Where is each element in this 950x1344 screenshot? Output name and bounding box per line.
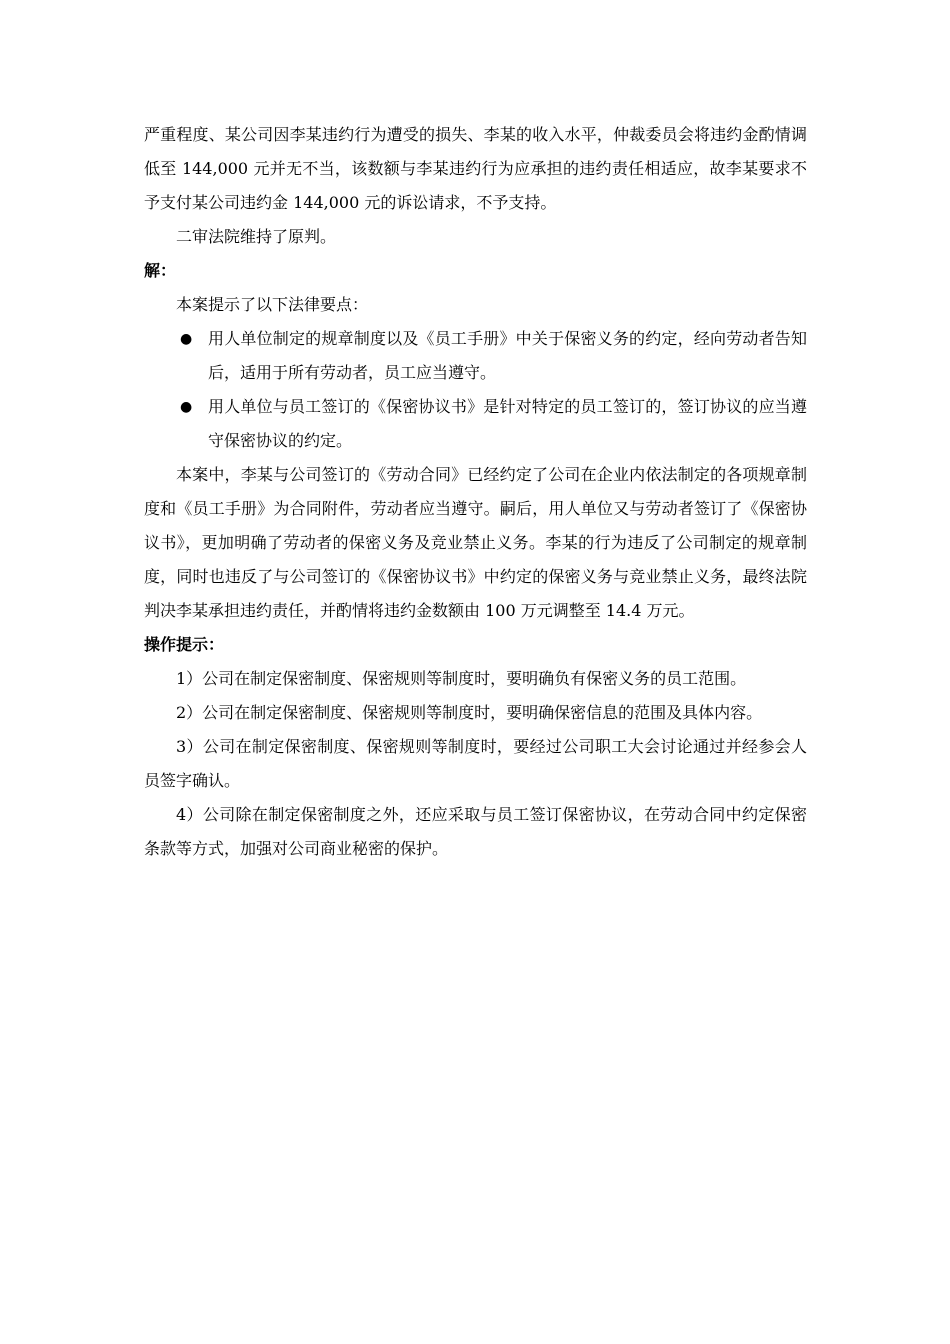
case-summary-paragraph: 本案中，李某与公司签订的《劳动合同》已经约定了公司在企业内依法制定的各项规章制度和《员工手册》为合同附件，劳动者应当遵守。嗣后，用人单位又与劳动者签订了《保密协议书》，更加明确了劳动者的保密义务及竞业禁止义务。李某的行为违反了公司制定的规章制度，同时也违反了与公司签订的《保密协议书》中约定的保密义务与竞业禁止义务，最终法院判决李某承担违约责任，并酌情将违约金数额由 100 万元调整至 14.4 万元。: [144, 465, 807, 620]
tip-item: 2）公司在制定保密制度、保密规则等制度时，要明确保密信息的范围及具体内容。: [176, 703, 763, 722]
second-instance-paragraph: 二审法院维持了原判。: [176, 227, 337, 246]
bullet-icon: ●: [180, 399, 193, 415]
legal-point-text: 用人单位制定的规章制度以及《员工手册》中关于保密义务的约定，经向劳动者告知后，适用于所有劳动者，员工应当遵守。: [208, 329, 807, 382]
analysis-heading: 解：: [144, 261, 177, 280]
tips-heading: 操作提示：: [144, 635, 225, 654]
continuation-paragraph: 严重程度、某公司因李某违约行为遭受的损失、李某的收入水平，仲裁委员会将违约金酌情调低至 144,000 元并无不当，该数额与李某违约行为应承担的违约责任相适应，故李某要求不予支付某公司违约金 144,000 元的诉讼请求，不予支持。: [144, 125, 807, 212]
tip-item: 1）公司在制定保密制度、保密规则等制度时，要明确负有保密义务的员工范围。: [176, 669, 747, 688]
tip-item: 4）公司除在制定保密制度之外，还应采取与员工签订保密协议，在劳动合同中约定保密条款等方式，加强对公司商业秘密的保护。: [144, 805, 807, 858]
bullet-icon: ●: [180, 331, 193, 347]
analysis-intro: 本案提示了以下法律要点：: [176, 295, 369, 314]
document-body: [144, 118, 807, 866]
legal-point-text: 用人单位与员工签订的《保密协议书》是针对特定的员工签订的，签订协议的应当遵守保密协议的约定。: [208, 397, 807, 450]
legal-point-item: [144, 322, 807, 390]
legal-point-item: [144, 390, 807, 458]
tip-item: 3）公司在制定保密制度、保密规则等制度时，要经过公司职工大会讨论通过并经参会人员签字确认。: [144, 737, 807, 790]
